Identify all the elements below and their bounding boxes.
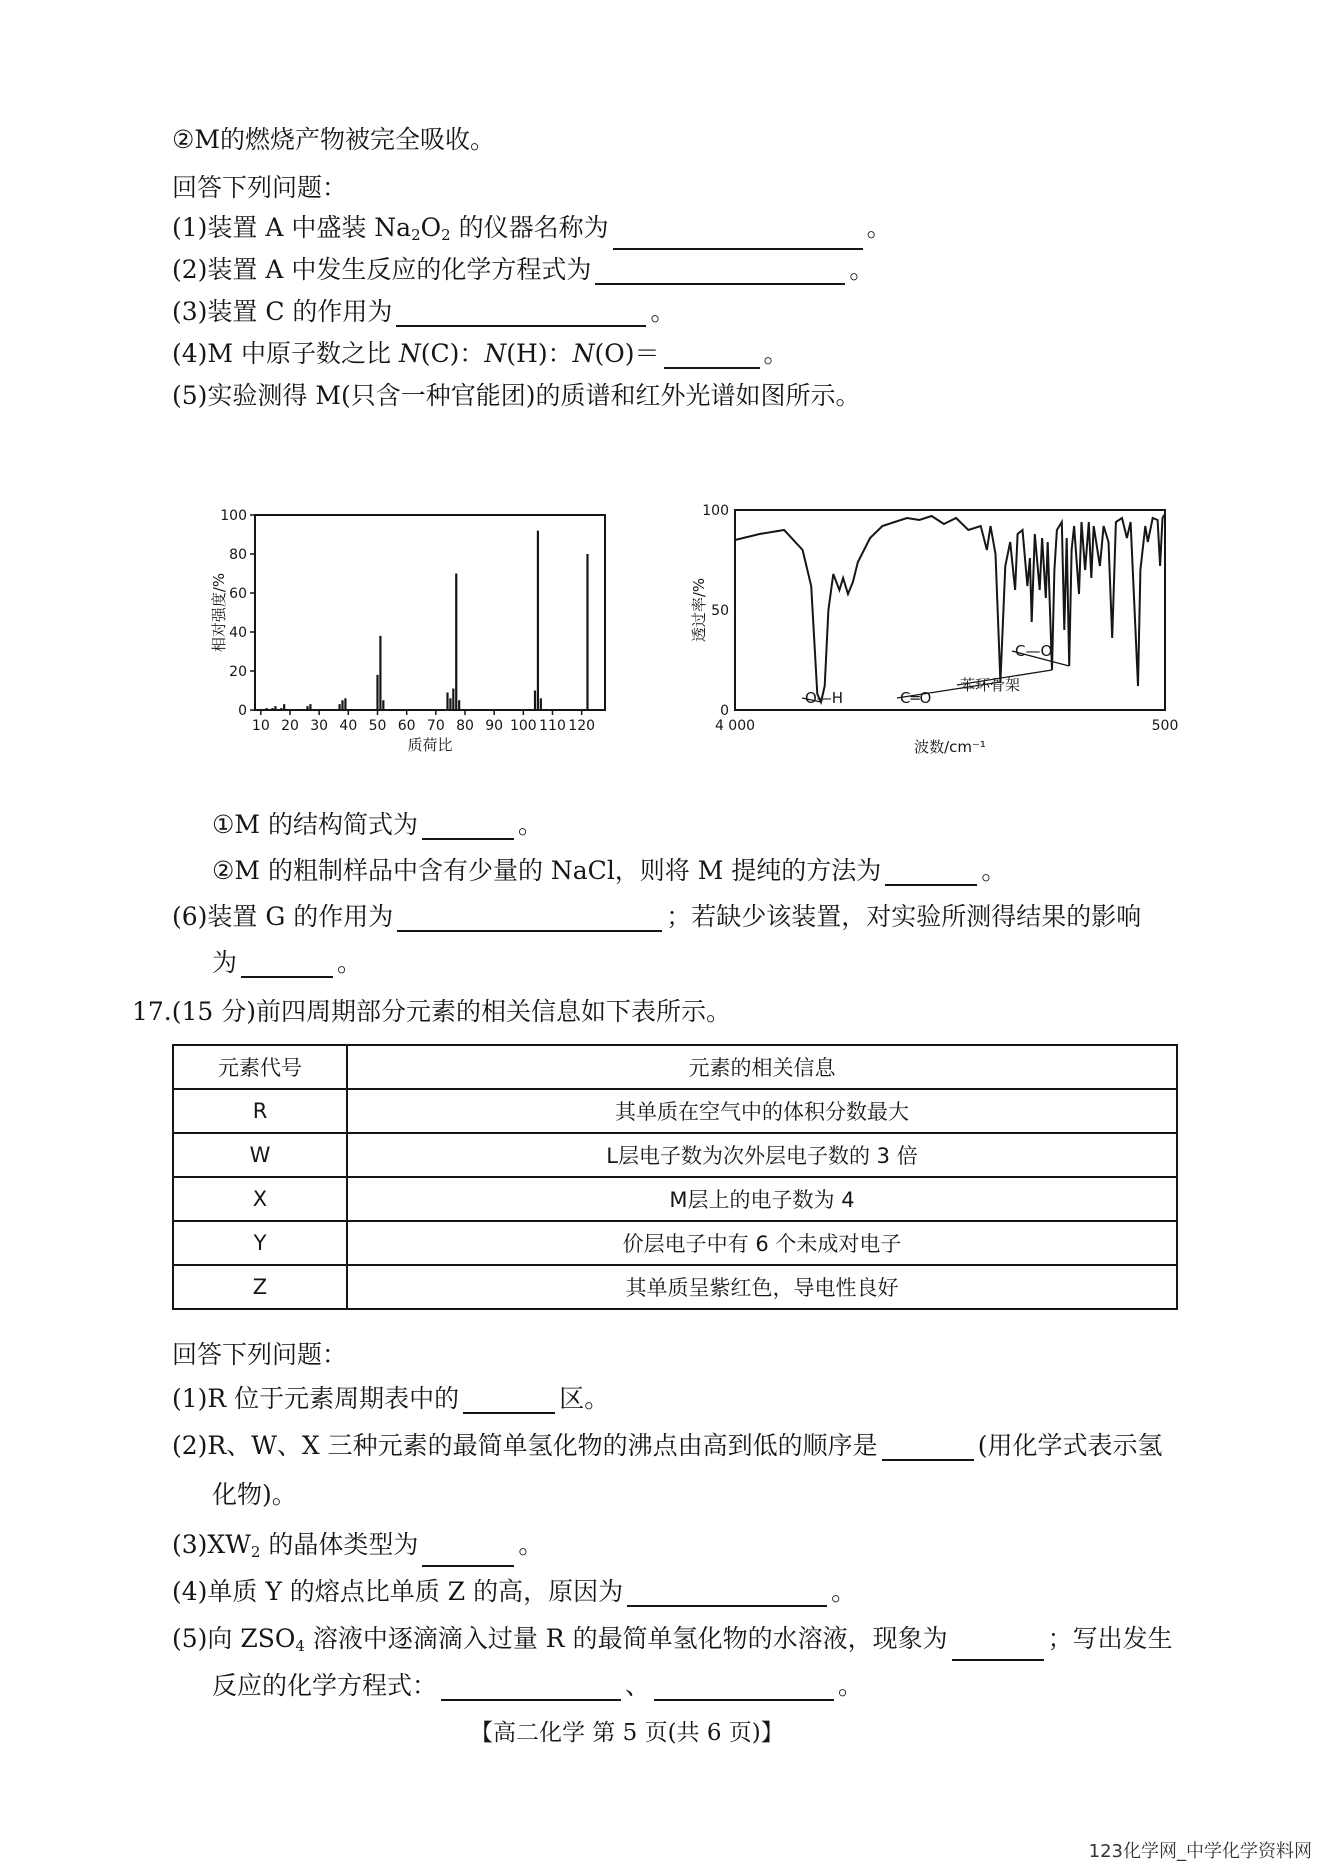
y-tick-label: 20 (229, 664, 247, 680)
element-info: 其单质在空气中的体积分数最大 (347, 1089, 1177, 1133)
y-tick-label: 100 (702, 503, 729, 519)
mass-spectrum-frame (255, 515, 605, 710)
element-info: 价层电子中有 6 个未成对电子 (347, 1221, 1177, 1265)
answer-blank[interactable] (882, 1435, 974, 1461)
mass-spectrum-y-label: 相对强度/% (210, 572, 228, 653)
x-tick-label: 10 (251, 718, 270, 734)
column-header-info: 元素的相关信息 (347, 1045, 1177, 1089)
x-tick-label: 40 (339, 718, 358, 734)
element-code: Z (173, 1265, 347, 1309)
answer-question-2-continued: 化物)。 (212, 1480, 297, 1509)
element-code: X (173, 1177, 347, 1221)
ir-annotation: C—O (1015, 642, 1053, 660)
answer-blank[interactable] (422, 1541, 514, 1567)
question-6-continued: 为 。 (212, 948, 363, 977)
x-tick-label: 60 (397, 718, 416, 734)
answer-blank[interactable] (241, 952, 333, 978)
question-5: (5)实验测得 M(只含一种官能团)的质谱和红外光谱如图所示。 (172, 381, 861, 410)
question-1: (1)装置 A 中盛装 $Na_2O_2$ 的仪器名称为 。 (172, 213, 892, 250)
y-tick-label: 100 (220, 508, 247, 524)
x-tick-label: 110 (539, 718, 566, 734)
answer-question-5-continued: 反应的化学方程式： 、 。 (212, 1671, 864, 1700)
x-tick-label: 120 (568, 718, 596, 734)
ir-frame (735, 510, 1165, 710)
site-watermark: 123化学网_中学化学资料网 (1088, 1841, 1312, 1862)
question-2: (2)装置 A 中发生反应的化学方程式为 。 (172, 255, 875, 284)
answer-blank[interactable] (885, 860, 977, 886)
element-code: W (173, 1133, 347, 1177)
answer-question-2: (2)R、W、X 三种元素的最简单氢化物的沸点由高到低的顺序是 (用化学式表示氢 (172, 1431, 1163, 1460)
table-row (173, 1089, 1177, 1133)
question-17-heading: 17.(15 分)前四周期部分元素的相关信息如下表所示。 (132, 997, 732, 1026)
question-4: (4)M 中原子数之比 N(C)：N(H)：N(O)＝ 。 (172, 339, 789, 368)
ir-annotation: O—H (805, 689, 844, 707)
element-info-table (172, 1044, 1178, 1310)
ir-transmittance-curve (735, 514, 1165, 702)
answer-section-title: 回答下列问题： (172, 1340, 348, 1369)
answer-question-5: (5)向 $ZSO_4$ 溶液中逐滴滴入过量 R 的最简单氢化物的水溶液，现象为 ；写出发生 (172, 1624, 1173, 1661)
element-code: Y (173, 1221, 347, 1265)
table-row (173, 1265, 1177, 1309)
question-5-1: ①M 的结构简式为 。 (212, 810, 543, 839)
answer-question-3: $(3)XW_2$ 的晶体类型为 。 (172, 1530, 543, 1567)
answer-question-4: (4)单质 Y 的熔点比单质 Z 的高，原因为 。 (172, 1577, 857, 1606)
x-tick-label: 70 (426, 718, 445, 734)
y-tick-label: 50 (711, 603, 729, 619)
y-tick-label: 80 (229, 547, 247, 563)
x-tick-label: 20 (281, 718, 299, 734)
ir-annotation: C═O (900, 689, 932, 707)
answer-blank[interactable] (627, 1581, 827, 1607)
question-3: (3)装置 C 的作用为 。 (172, 297, 676, 326)
x-tick-label: 50 (368, 718, 387, 734)
element-info: 其单质呈紫红色，导电性良好 (347, 1265, 1177, 1309)
answer-blank[interactable] (952, 1635, 1044, 1661)
y-tick-label: 60 (229, 586, 247, 602)
answer-question-1: (1)R 位于元素周期表中的 区。 (172, 1384, 610, 1413)
answer-blank[interactable] (463, 1388, 555, 1414)
y-tick-label: 0 (720, 703, 729, 719)
table-row (173, 1221, 1177, 1265)
ir-x-label: 波数/cm⁻¹ (914, 738, 986, 756)
x-tick-label: 4 000 (714, 718, 756, 734)
question-6: (6)装置 G 的作用为 ；若缺少该装置，对实验所测得结果的影响 (172, 902, 1142, 931)
x-tick-label: 30 (310, 718, 329, 734)
element-info: L层电子数为次外层电子数的 3 倍 (347, 1133, 1177, 1177)
question-5-2: ②M 的粗制样品中含有少量的 NaCl，则将 M 提纯的方法为 。 (212, 856, 1007, 885)
ir-y-label: 透过率/% (690, 577, 708, 643)
ir-spectrum-chart (690, 496, 1190, 786)
element-info: M层上的电子数为 4 (347, 1177, 1177, 1221)
answer-blank[interactable] (664, 343, 760, 369)
intro-note: ②M的燃烧产物被完全吸收。 (172, 125, 496, 154)
answer-blank[interactable] (613, 224, 863, 250)
page-footer: 【高二化学 第 5 页(共 6 页)】 (470, 1720, 784, 1746)
x-tick-label: 500 (1151, 718, 1179, 734)
answer-blank[interactable] (397, 906, 662, 932)
table-row (173, 1177, 1177, 1221)
table-row (173, 1133, 1177, 1177)
answer-blank[interactable] (396, 301, 646, 327)
answer-blank[interactable] (422, 814, 514, 840)
x-tick-label: 90 (485, 718, 504, 734)
mass-spectrum-x-label: 质荷比 (407, 736, 453, 754)
answer-blank[interactable] (595, 259, 845, 285)
y-tick-label: 40 (229, 625, 247, 641)
x-tick-label: 80 (456, 718, 474, 734)
element-code: R (173, 1089, 347, 1133)
answer-blank[interactable] (654, 1675, 834, 1701)
section-prompt: 回答下列问题： (172, 173, 348, 202)
y-tick-label: 0 (238, 703, 247, 719)
mass-spectrum-chart (210, 500, 650, 770)
ir-annotation: 苯环骨架 (960, 676, 1021, 694)
column-header-code: 元素代号 (173, 1045, 347, 1089)
answer-blank[interactable] (441, 1675, 621, 1701)
x-tick-label: 100 (509, 718, 537, 734)
table-header-row (173, 1045, 1177, 1089)
